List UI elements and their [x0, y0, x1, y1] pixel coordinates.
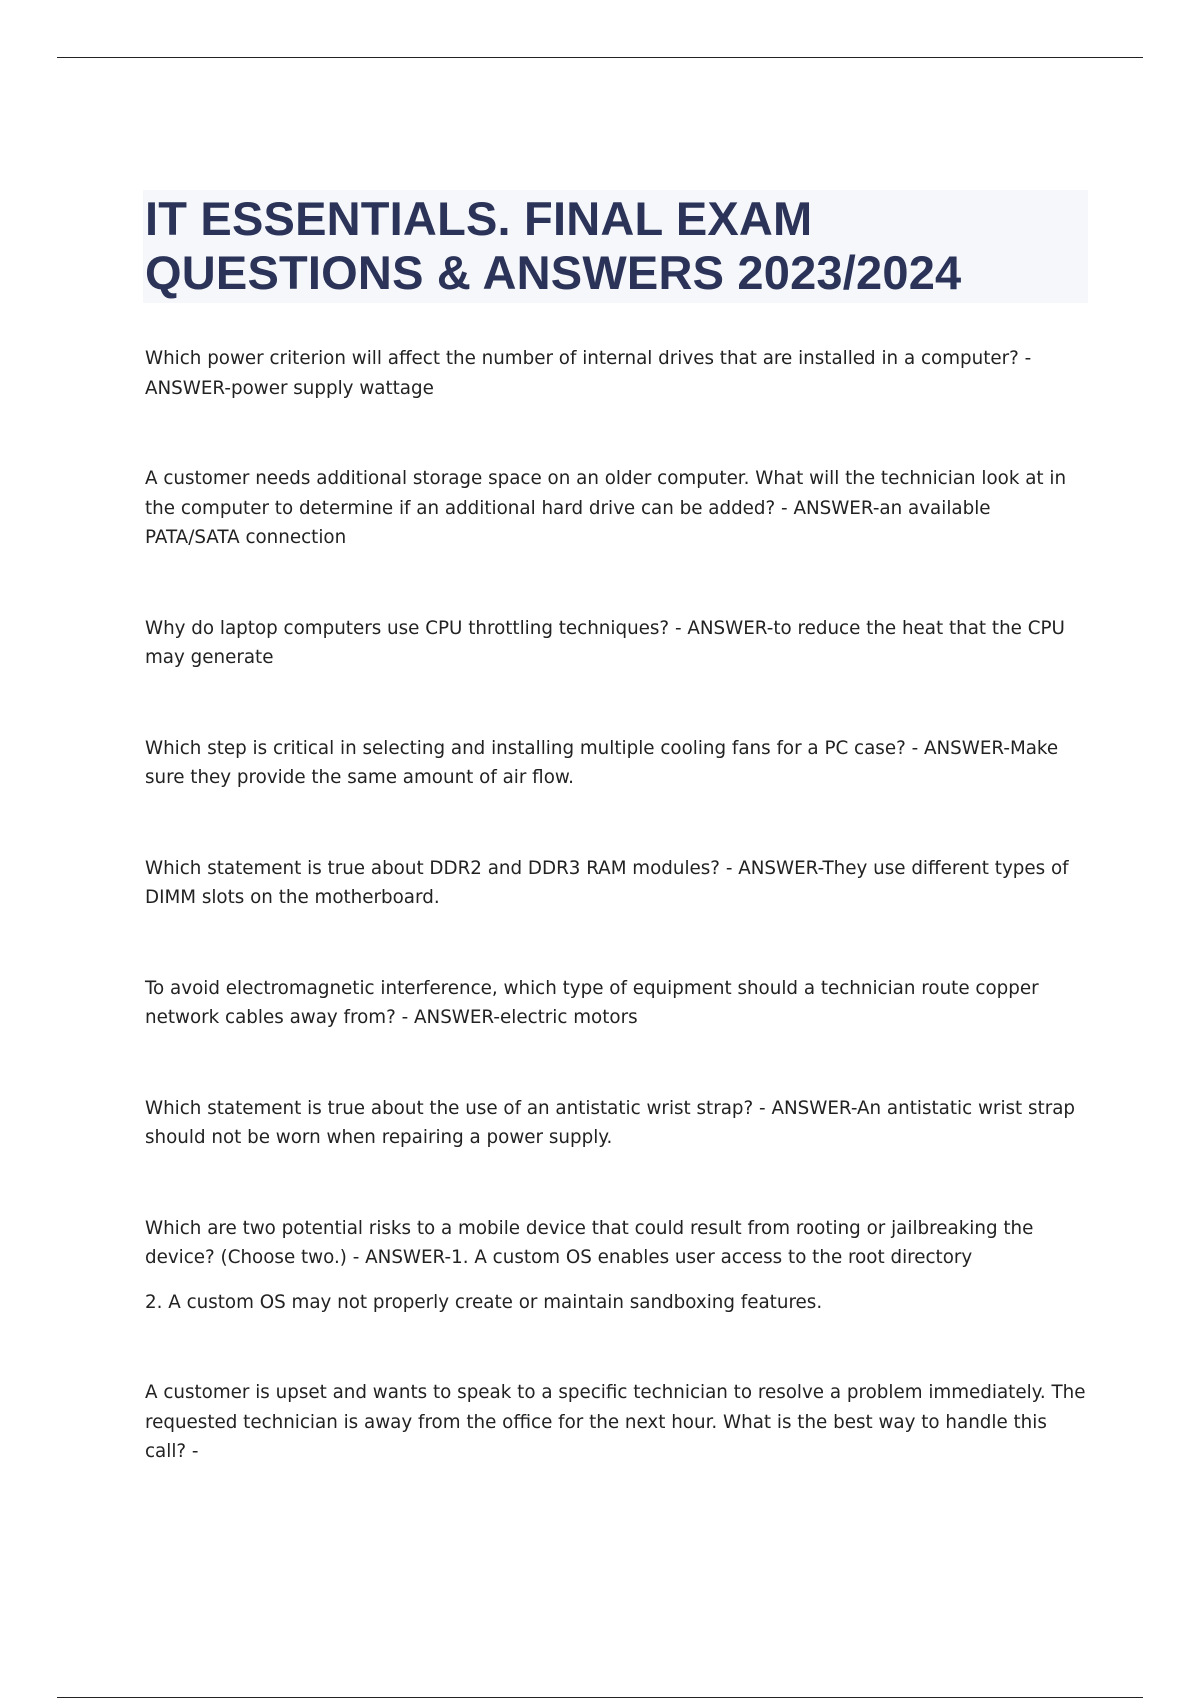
qa-item	[145, 974, 1090, 1033]
qa-item	[145, 464, 1090, 553]
qa-item	[145, 1094, 1090, 1153]
qa-text-continued: 2. A custom OS may not properly create or maintain sandboxing features.	[145, 1291, 823, 1313]
title-line-2: QUESTIONS & ANSWERS 2023/2024	[145, 246, 962, 299]
footer-rule	[57, 1697, 1143, 1698]
qa-text: To avoid electromagnetic interference, which type of equipment should a technician route copper network cables away from? - ANSWER-electric motors	[145, 977, 1039, 1028]
qa-text: Which statement is true about DDR2 and DDR3 RAM modules? - ANSWER-They use different types of DIMM slots on the motherboard.	[145, 857, 1069, 908]
qa-item	[145, 614, 1090, 673]
qa-text: Why do laptop computers use CPU throttling techniques? - ANSWER-to reduce the heat that the CPU may generate	[145, 617, 1065, 668]
document-title	[145, 192, 1088, 300]
qa-item	[145, 734, 1090, 793]
qa-list	[145, 344, 1090, 1467]
title-block	[143, 190, 1088, 303]
qa-item	[145, 344, 1090, 403]
header-rule	[57, 57, 1143, 58]
qa-text: A customer is upset and wants to speak to a specific technician to resolve a problem immediately. The requested technician is away from the office for the next hour. What is the best way to handle this call? -	[145, 1382, 1086, 1462]
title-line-1: IT ESSENTIALS. FINAL EXAM	[145, 192, 813, 245]
qa-text: Which are two potential risks to a mobile device that could result from rooting or jailbreaking the device? (Choose two.) - ANSWER-1. A custom OS enables user access to the root directory	[145, 1217, 1034, 1268]
qa-text: A customer needs additional storage space on an older computer. What will the technician look at in the computer to determine if an additional hard drive can be added? - ANSWER-an available PATA/SATA connection	[145, 468, 1067, 548]
qa-text: Which step is critical in selecting and installing multiple cooling fans for a PC case? - ANSWER-Make sure they provide the same amount of air flow.	[145, 737, 1059, 788]
qa-item	[145, 1214, 1090, 1318]
qa-item	[145, 1378, 1090, 1467]
qa-text: Which statement is true about the use of an antistatic wrist strap? - ANSWER-An antistatic wrist strap should not be worn when repairing a power supply.	[145, 1097, 1076, 1148]
qa-text: Which power criterion will affect the number of internal drives that are installed in a computer? - ANSWER-power supply wattage	[145, 348, 1032, 399]
qa-item	[145, 854, 1090, 913]
